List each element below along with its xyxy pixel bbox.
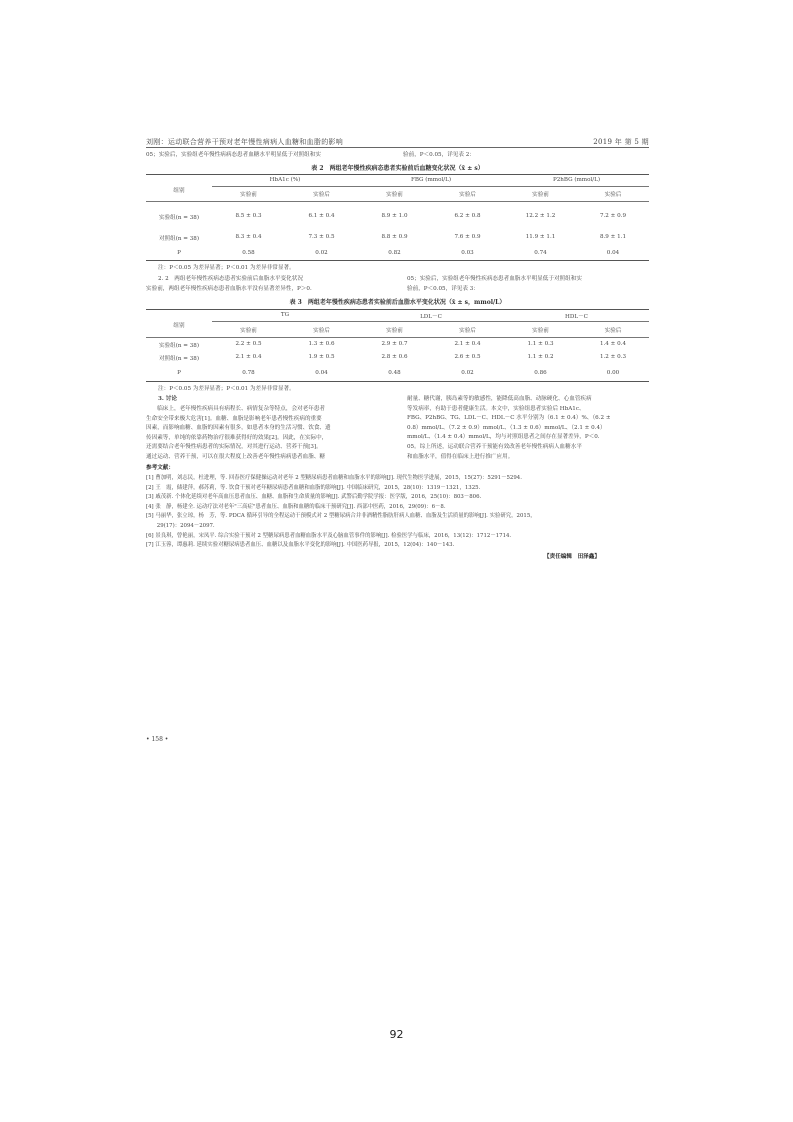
table3-cell: 0.48 (388, 370, 401, 376)
discussion-left-column (146, 405, 331, 463)
discussion-left-line: 通过运动、营养干预，可以在很大程度上改善老年慢性病病患者血脂、糖 (146, 453, 326, 460)
table2-group-hba1c: HbA1c (%) (269, 177, 301, 183)
table2 (146, 174, 649, 260)
reference-item: [5] 马丽华，张立琼，杨 芳，等. PDCA 循环引导的全程运动干预模式对 2 型糖尿病合并非酒精性脂肪肝病人血糖、血脂及生活质量的影响[J]. 实验研究，2015， (146, 513, 536, 520)
table3-group-hdl: HDL－C (565, 314, 588, 320)
table2-caption: 表 2 两组老年慢性疾病态患者实验前后血糖变化状况（x̄ ± s） (311, 165, 484, 172)
reference-item: [4] 张 静，杨建全. 运动疗法对老年"三高症"患者血压、血脂和血糖的临床干预研究[J]. 西部中医药，2016，29(09)：6－8. (146, 503, 446, 510)
table2-cell: 8.9 ± 1.1 (599, 234, 627, 240)
table3-sub-header: 实验后 (313, 328, 330, 334)
editor-credit: 【责任编辑 田泽鑫】 (544, 554, 600, 560)
table2-row-label: 实验组(n = 38) (158, 215, 200, 221)
table2-cell: 7.6 ± 0.9 (454, 234, 481, 240)
reference-item: [1] 曹加明，刘志民，杜进理，等. 回春医疗保健操运动对老年 2 型糖尿病患者血糖和血脂水平的影响[J]. 现代生物医学进展，2015，15(27)：5291－5294. (146, 475, 522, 481)
table2-cell: 0.03 (461, 250, 474, 256)
table2-group-fbg: FBG (mmol/L) (410, 177, 452, 183)
discussion-left-line: 因素，而影响血糖、血脂的因素有很多，如患者本身的生活习惯、饮食、遗 (146, 425, 331, 432)
table3-row-label: P (177, 370, 181, 376)
table2-cell: 8.5 ± 0.3 (235, 213, 262, 219)
references-list (146, 474, 536, 551)
discussion-left-line: 生命安全带来极大危害[1]。血糖、血脂是影响老年患者慢性疾病的重要 (146, 415, 322, 422)
table3-cell: 2.8 ± 0.6 (381, 354, 408, 360)
table3-cell: 0.00 (606, 370, 620, 376)
table3-group-tg: TG (280, 312, 290, 318)
table3-row-label: 对照组(n = 38) (158, 356, 200, 362)
table2-group-rule (212, 186, 649, 187)
table2-cell: 7.3 ± 0.5 (308, 234, 335, 240)
table3-sub-header: 实验后 (459, 328, 476, 334)
discussion-right-line: 和血脂水平，值得在临床上进行推广应用。 (407, 453, 514, 460)
table2-cell: 12.2 ± 1.2 (525, 213, 556, 219)
table2-row-label: 对照组(n = 38) (158, 236, 200, 242)
discussion-left-line: 传因素等，单纯的依靠药物治疗很难获得好的效果[2]。因此，在实际中， (146, 434, 328, 441)
table2-cell: 8.8 ± 0.9 (381, 234, 408, 240)
table2-cell: 0.82 (388, 250, 401, 256)
header-issue: 2019 年 第 5 期 (593, 138, 649, 146)
table3-group-rule (212, 321, 649, 322)
table3-caption: 表 3 两组老年慢性疾病态患者实验前后血脂水平变化状况（x̄ ± s，mmol/L） (289, 299, 506, 306)
table3-cell: 0.04 (315, 370, 328, 376)
table3-cell: 1.2 ± 0.3 (599, 354, 627, 360)
reference-item: [2] 王 霞，储建萍，郝苏莉，等. 饮食干预对老年糖尿病患者血糖和血脂的影响[J]. 中国临床研究，2015，28(10)：1319－1321，1325. (146, 484, 481, 491)
table2-row-label: P (177, 250, 181, 256)
discussion-right-line: mmol/L、（1.4 ± 0.4）mmol/L，均与对照组患者之间存在显著差异，P＜0. (407, 434, 600, 441)
table3-cell: 2.6 ± 0.5 (454, 354, 481, 360)
table2-row-header: 组别 (173, 188, 185, 194)
table3-note: 注：P＜0.05 为差异显著；P＜0.01 为差异非常显著。 (158, 386, 295, 392)
table3-cell: 0.86 (534, 370, 547, 376)
table3-cell: 1.1 ± 0.2 (527, 354, 554, 360)
table2-cell: 8.3 ± 0.4 (235, 234, 262, 240)
table2-sub-header: 实验后 (313, 192, 330, 198)
table3-cell: 2.2 ± 0.5 (235, 341, 262, 347)
discussion-right-line: 0.8）mmol/L、（7.2 ± 0.9）mmol/L、（1.3 ± 0.6）mmol/L、（2.1 ± 0.4） (407, 424, 606, 431)
table3-row-label: 实验组(n = 38) (158, 343, 200, 349)
table2-note: 注：P＜0.05 为差异显著；P＜0.01 为差异非常显著。 (158, 265, 295, 271)
table2-cell: 0.58 (242, 250, 255, 256)
section22-title: 2. 2 两组老年慢性疾病态患者实验前后血脂水平变化状况 (158, 276, 303, 282)
table2-cell: 11.9 ± 1.1 (525, 234, 556, 240)
discussion-right-line: FBG、P2hBG、TG、LDL－C、HDL－C 水平分别为（6.1 ± 0.4）%、（6.2 ± (407, 415, 611, 422)
section22-right-line1: 05；实验后，实验组老年慢性疾病态患者血脂水平明显低于对照组和实 (407, 276, 582, 282)
table3-row-header: 组别 (173, 323, 185, 329)
section22-right-line2: 验前，P＜0.05，详见表 3： (407, 286, 479, 292)
reference-item: 29(17)：2094－2097. (146, 522, 215, 529)
table2-cell: 0.02 (315, 250, 328, 256)
table3-cell: 2.9 ± 0.7 (381, 341, 408, 347)
discussion-left-line: 临床上，老年慢性疾病具有病程长、病情复杂等特点，会对老年患者 (146, 406, 326, 412)
table3-cell: 1.4 ± 0.4 (599, 341, 627, 347)
document-page-number: 92 (389, 1028, 404, 1041)
reference-item: [7] 江玉蓉，谭惠莉. 延续实验对糖尿病患者血压、血糖以及血脂水平变化的影响[J]. 中国医药导报，2015，12(04)：140－143. (146, 542, 455, 549)
table3-cell: 2.1 ± 0.4 (454, 341, 481, 347)
discussion-right-line: 05。综上所述，运动联合营养干预能有效改善老年慢性病病人血糖水平 (407, 443, 582, 450)
table2-sub-header: 实验前 (532, 192, 549, 198)
header-article-title: 刘刚：运动联合营养干预对老年慢性病病人血糖和血脂的影响 (146, 138, 344, 146)
table3-cell: 0.02 (461, 370, 474, 376)
section22-left-line: 实验前，两组老年慢性疾病态患者血脂水平没有显著差异性，P＞0. (146, 286, 312, 292)
discussion-right-line: 耐量、糖代谢，胰岛素等的敏感性，能降低高血脂、动脉硬化、心血管疾病 (407, 396, 592, 402)
table3 (146, 309, 649, 381)
table3-bottom-rule (146, 381, 649, 382)
table2-cell: 6.1 ± 0.4 (308, 213, 335, 219)
table2-cell: 7.2 ± 0.9 (599, 213, 627, 219)
reference-item: [6] 景良琪，曾艳丽，宋凤平. 综合实验干预对 2 型糖尿病患者血糖血脂水平及心脑血管事件的影响[J]. 检验医学与临床，2016，13(12)：1712－1714. (146, 532, 512, 539)
table2-sub-header: 实验后 (459, 192, 476, 198)
discussion-right-column (407, 395, 611, 462)
journal-page-number: • 158 • (146, 736, 169, 743)
discussion-left-line: 还需要结合老年慢性病患者的实际情况，对其进行运动、营养干预[3]。 (146, 444, 322, 451)
table2-cell: 8.9 ± 1.0 (381, 213, 408, 219)
table2-sub-header: 实验后 (604, 192, 622, 198)
table3-cell: 1.3 ± 0.6 (308, 341, 335, 347)
table3-cell: 1.9 ± 0.5 (308, 354, 335, 360)
table3-sub-header: 实验前 (386, 328, 403, 334)
table2-sub-header: 实验前 (386, 192, 403, 198)
discussion-right-line: 等发病率，有助于患者健康生活。本文中，实验组患者实验后 HbA1c、 (407, 405, 585, 412)
table2-header-rule (146, 201, 649, 202)
table3-cell: 2.1 ± 0.4 (235, 354, 262, 360)
table2-group-p2hbg: P2hBG (mmol/L) (552, 177, 601, 183)
discussion-title: 3. 讨论 (158, 396, 177, 402)
table2-cell: 6.2 ± 0.8 (454, 213, 481, 219)
intro-right-text: 验前，P＜0.05，详见表 2： (403, 152, 475, 158)
intro-left-text: 05；实验后，实验组老年慢性病病态患者血糖水平明显低于对照组和实 (146, 152, 321, 158)
table3-cell: 0.78 (242, 370, 255, 376)
table2-cell: 0.74 (534, 250, 547, 256)
table3-header-rule (146, 337, 649, 338)
header-rule (146, 147, 649, 148)
table3-sub-header: 实验前 (532, 328, 549, 334)
table3-sub-header: 实验后 (604, 328, 622, 334)
table3-top-rule (146, 309, 649, 310)
table3-group-ldl: LDL－C (420, 314, 442, 320)
table2-bottom-rule (146, 260, 649, 261)
table3-sub-header: 实验前 (240, 328, 257, 334)
references-title: 参考文献： (146, 465, 174, 471)
table2-sub-header: 实验前 (240, 192, 257, 198)
table3-cell: 1.1 ± 0.3 (527, 341, 554, 347)
reference-item: [3] 戚茂新. 个体化延续对老年高血压患者血压、血糖、血脂和生命质量的影响[J]. 武警后勤学院学报：医学版，2016，25(10)：803－806. (146, 494, 482, 501)
table2-top-rule (146, 174, 649, 175)
table2-cell: 0.04 (606, 250, 620, 256)
